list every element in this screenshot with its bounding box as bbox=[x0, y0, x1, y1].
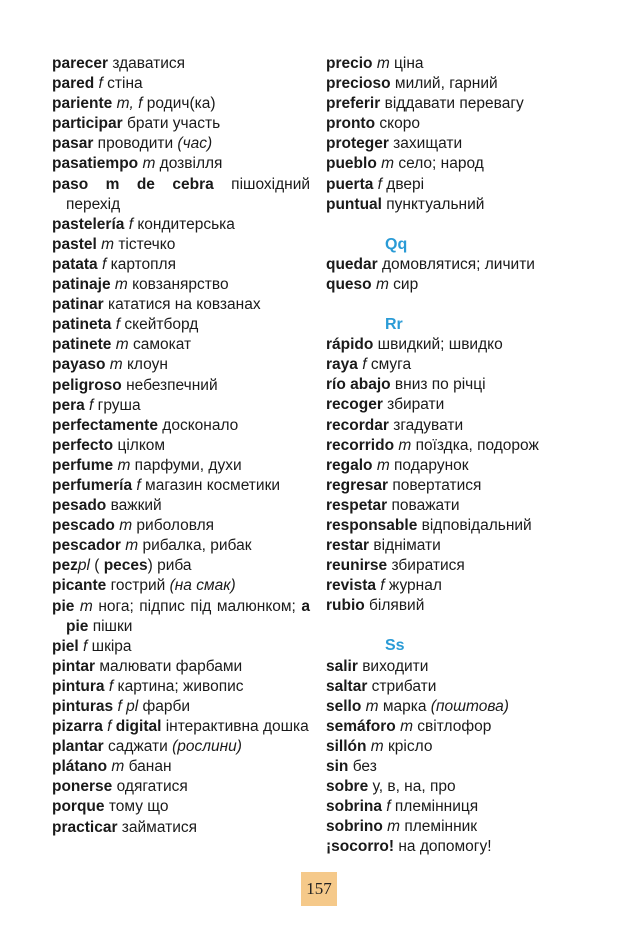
entry-headword: perfumería bbox=[52, 476, 133, 494]
entry-note: (на смак) bbox=[165, 577, 236, 595]
dictionary-entry bbox=[52, 54, 310, 74]
entry-translation: кататися на ковзанах bbox=[103, 296, 261, 314]
dictionary-entry bbox=[326, 837, 588, 857]
dictionary-entry bbox=[326, 335, 588, 355]
entry-headword: peces bbox=[99, 557, 148, 575]
entry-headword: a pie bbox=[66, 597, 310, 635]
entry-note: (поштова) bbox=[426, 697, 509, 715]
entry-translation: милий, гарний bbox=[390, 75, 498, 93]
entry-headword: pastel bbox=[52, 235, 97, 253]
entry-headword: sin bbox=[326, 758, 349, 775]
entry-translation: вниз по річці bbox=[390, 376, 486, 394]
dictionary-entry bbox=[326, 516, 588, 536]
entry-grammar: f bbox=[104, 677, 114, 695]
dictionary-entry bbox=[52, 657, 310, 677]
entry-translation: інтерактивна дошка bbox=[161, 718, 309, 736]
entry-grammar: f bbox=[78, 637, 88, 655]
dictionary-entry bbox=[52, 697, 310, 717]
entry-translation: груша bbox=[93, 396, 141, 414]
entry-translation: білявий bbox=[364, 597, 425, 615]
entry-headword: pie bbox=[52, 597, 75, 615]
dictionary-entry bbox=[326, 596, 588, 616]
dictionary-entry bbox=[52, 436, 310, 456]
entry-translation: ковзанярство bbox=[127, 276, 229, 294]
entry-translation: нога; підпис під малюнком; bbox=[92, 597, 296, 615]
entry-translation: тому що bbox=[104, 798, 169, 816]
entry-translation: важкий bbox=[106, 497, 162, 515]
entry-translation: ) риба bbox=[147, 557, 192, 575]
entry-grammar: m bbox=[382, 818, 401, 836]
entry-headword: patinaje bbox=[52, 276, 111, 294]
dictionary-entry bbox=[52, 456, 310, 476]
entry-translation: брати участь bbox=[122, 115, 221, 133]
dictionary-entry bbox=[52, 295, 310, 315]
entry-translation: племінниця bbox=[390, 798, 479, 816]
entry-headword: patinar bbox=[52, 296, 104, 314]
entry-headword: sillón bbox=[326, 737, 367, 755]
dictionary-entry bbox=[326, 757, 588, 777]
dictionary-entry bbox=[52, 114, 310, 134]
entry-translation: смуга bbox=[366, 356, 412, 374]
entry-translation: згадувати bbox=[388, 416, 464, 434]
entry-translation: родич(ка) bbox=[142, 95, 216, 113]
entry-headword: revista bbox=[326, 577, 376, 595]
dictionary-entry bbox=[52, 74, 310, 94]
entry-grammar: f bbox=[111, 316, 121, 334]
entry-grammar: f pl bbox=[113, 698, 139, 715]
entry-headword: precioso bbox=[326, 75, 391, 93]
dictionary-entry bbox=[326, 777, 588, 797]
entry-headword: raya bbox=[326, 356, 358, 374]
dictionary-entry bbox=[326, 175, 588, 195]
entry-translation: шкіра bbox=[87, 637, 132, 655]
dictionary-entry bbox=[326, 717, 588, 737]
entry-translation: збиратися bbox=[387, 557, 465, 575]
entry-translation: поважати bbox=[387, 496, 460, 514]
dictionary-entry bbox=[326, 496, 588, 516]
entry-headword: patinete bbox=[52, 336, 112, 354]
entry-grammar: f bbox=[132, 476, 141, 494]
dictionary-entry bbox=[52, 275, 310, 295]
dictionary-entry bbox=[326, 395, 588, 415]
entries-q bbox=[326, 255, 588, 295]
dictionary-entry bbox=[52, 797, 310, 817]
entry-grammar: pl bbox=[77, 557, 90, 575]
entry-headword: pizarra bbox=[52, 718, 103, 736]
dictionary-entry bbox=[326, 817, 588, 837]
entry-grammar: m bbox=[114, 517, 133, 535]
entry-translation: ( bbox=[89, 557, 100, 575]
dictionary-entry bbox=[52, 556, 310, 576]
entry-headword: pared bbox=[52, 75, 95, 93]
entry-translation: картопля bbox=[106, 255, 176, 273]
entry-grammar: f bbox=[381, 798, 391, 816]
entry-translation: стіна bbox=[102, 75, 143, 93]
entry-grammar: m bbox=[74, 597, 93, 615]
entry-headword: pescador bbox=[52, 537, 121, 555]
dictionary-entry bbox=[326, 275, 588, 295]
page-number: 157 bbox=[301, 872, 337, 906]
dictionary-entry bbox=[52, 496, 310, 516]
entry-translation: захищати bbox=[388, 135, 463, 153]
entry-translation: гострий bbox=[106, 577, 166, 595]
dictionary-entry bbox=[52, 416, 310, 436]
entry-headword: pesado bbox=[52, 497, 107, 515]
dictionary-entry bbox=[52, 737, 310, 757]
entry-translation: без bbox=[348, 758, 377, 775]
entry-translation: кондитерська bbox=[133, 215, 235, 233]
entry-headword: picante bbox=[52, 577, 107, 595]
dictionary-entry bbox=[326, 195, 588, 215]
entry-headword: parecer bbox=[52, 55, 109, 72]
entry-translation: дозвілля bbox=[155, 155, 223, 173]
entry-headword: perfectamente bbox=[52, 416, 158, 434]
entry-translation: село; народ bbox=[394, 155, 484, 173]
entry-translation: подарунок bbox=[389, 456, 469, 474]
entry-translation: малювати фарбами bbox=[95, 657, 243, 675]
dictionary-entry bbox=[52, 255, 310, 275]
letter-heading-q: Qq bbox=[385, 235, 408, 253]
entry-grammar: m bbox=[120, 537, 139, 555]
dictionary-entry bbox=[326, 255, 588, 275]
dictionary-entry bbox=[52, 516, 310, 536]
entry-translation: банан bbox=[124, 758, 172, 776]
entry-grammar: m bbox=[111, 336, 129, 354]
dictionary-entry bbox=[326, 54, 588, 74]
entry-headword: pinturas bbox=[52, 698, 114, 715]
dictionary-entry bbox=[326, 114, 588, 134]
entry-grammar: f bbox=[124, 215, 134, 233]
dictionary-entry bbox=[52, 597, 310, 637]
entry-headword: ¡socorro! bbox=[326, 838, 395, 856]
entry-translation: парфуми, духи bbox=[130, 456, 242, 474]
entry-translation: віддавати перевагу bbox=[380, 95, 524, 113]
entry-headword: payaso bbox=[52, 356, 106, 374]
entry-translation: саджати bbox=[103, 738, 168, 756]
entry-headword: pescado bbox=[52, 517, 115, 535]
entry-grammar: f bbox=[84, 396, 94, 414]
entry-grammar: m, f bbox=[112, 95, 143, 113]
entry-headword: sobrino bbox=[326, 818, 383, 836]
entry-translation: віднімати bbox=[369, 537, 441, 555]
dictionary-entry bbox=[326, 657, 588, 677]
entry-translation: збирати bbox=[382, 396, 445, 414]
entry-headword: recoger bbox=[326, 396, 383, 414]
entry-translation: ціна bbox=[389, 55, 424, 72]
entry-headword: perfecto bbox=[52, 436, 114, 454]
entry-headword: rápido bbox=[326, 336, 374, 354]
entry-headword: puerta bbox=[326, 175, 374, 193]
dictionary-entry bbox=[52, 355, 310, 375]
entry-headword: respetar bbox=[326, 496, 388, 514]
dictionary-entry bbox=[52, 677, 310, 697]
entry-translation: марка bbox=[378, 697, 427, 715]
entry-headword: digital bbox=[111, 718, 162, 736]
entry-headword: río abajo bbox=[326, 376, 391, 394]
dictionary-entry bbox=[326, 476, 588, 496]
dictionary-entry bbox=[326, 375, 588, 395]
entry-headword: reunirse bbox=[326, 557, 388, 575]
entry-headword: sello bbox=[326, 697, 362, 715]
dictionary-entry bbox=[326, 355, 588, 375]
entry-translation: двері bbox=[382, 175, 425, 193]
dictionary-entry bbox=[52, 536, 310, 556]
letter-heading-r: Rr bbox=[385, 316, 403, 334]
dictionary-entry bbox=[52, 315, 310, 335]
dictionary-entry bbox=[52, 94, 310, 114]
entry-headword: pez bbox=[52, 557, 78, 575]
left-column bbox=[52, 54, 310, 838]
entry-headword: ponerse bbox=[52, 778, 113, 796]
entry-grammar: f bbox=[375, 577, 385, 595]
entry-translation: у, в, на, про bbox=[368, 778, 456, 796]
dictionary-entry bbox=[52, 335, 310, 355]
entry-headword: recorrido bbox=[326, 436, 395, 454]
dictionary-entry bbox=[52, 215, 310, 235]
entry-headword: plantar bbox=[52, 738, 104, 756]
entry-headword: pera bbox=[52, 396, 85, 414]
entry-headword: rubio bbox=[326, 597, 365, 615]
entry-headword: sobre bbox=[326, 778, 369, 796]
entry-translation: стрибати bbox=[367, 677, 437, 695]
entry-headword: porque bbox=[52, 798, 105, 816]
dictionary-entry bbox=[326, 74, 588, 94]
entry-headword: regalo bbox=[326, 456, 373, 474]
entry-translation: проводити bbox=[93, 135, 174, 153]
entry-grammar: m bbox=[394, 436, 412, 454]
entry-translation: журнал bbox=[384, 577, 442, 595]
entry-translation: пішки bbox=[88, 617, 133, 635]
entry-translation: поїздка, подорож bbox=[411, 436, 539, 454]
entry-grammar: m bbox=[372, 55, 390, 72]
entry-grammar: m bbox=[395, 717, 413, 735]
entry-headword: sobrina bbox=[326, 798, 382, 816]
dictionary-entry bbox=[326, 436, 588, 456]
entry-headword: peligroso bbox=[52, 376, 122, 394]
entry-translation: крісло bbox=[383, 737, 433, 755]
entry-translation: швидкий; швидко bbox=[373, 336, 503, 354]
entry-translation: одягатися bbox=[112, 778, 188, 796]
entry-translation: фарби bbox=[138, 698, 190, 715]
entry-grammar: m bbox=[105, 356, 123, 374]
entry-translation: рибалка, рибак bbox=[138, 537, 252, 555]
dictionary-entry bbox=[52, 757, 310, 777]
entry-grammar: f bbox=[94, 75, 103, 93]
entry-headword: recordar bbox=[326, 416, 389, 434]
entries-s bbox=[326, 657, 588, 858]
dictionary-entry bbox=[52, 637, 310, 657]
entry-translation: скейтборд bbox=[120, 316, 199, 334]
dictionary-entry bbox=[326, 556, 588, 576]
entry-headword: pintar bbox=[52, 657, 96, 675]
dictionary-entry bbox=[52, 777, 310, 797]
entry-headword: pasatiempo bbox=[52, 155, 139, 173]
entry-headword: restar bbox=[326, 537, 370, 555]
entry-headword: semáforo bbox=[326, 717, 396, 735]
dictionary-entry bbox=[326, 416, 588, 436]
entry-headword: queso bbox=[326, 275, 372, 293]
entry-headword: puntual bbox=[326, 195, 382, 213]
entry-translation: повертатися bbox=[388, 476, 482, 494]
entry-grammar: m bbox=[372, 456, 390, 474]
entry-headword: regresar bbox=[326, 476, 389, 494]
entry-grammar: m bbox=[107, 758, 125, 776]
entry-grammar: m bbox=[361, 697, 379, 715]
entry-translation: пунктуальний bbox=[381, 195, 485, 213]
dictionary-entry bbox=[52, 396, 310, 416]
dictionary-entry bbox=[52, 376, 310, 396]
right-column bbox=[326, 54, 588, 857]
entry-headword: quedar bbox=[326, 255, 378, 273]
dictionary-entry bbox=[326, 134, 588, 154]
entry-translation: виходити bbox=[357, 657, 429, 675]
entry-translation: магазин косметики bbox=[140, 476, 281, 494]
entry-headword: pintura bbox=[52, 677, 105, 695]
dictionary-entry bbox=[326, 536, 588, 556]
dictionary-entry bbox=[326, 797, 588, 817]
entry-headword: pronto bbox=[326, 115, 376, 133]
entry-translation: відповідальний bbox=[417, 516, 532, 534]
entry-headword: saltar bbox=[326, 677, 368, 695]
dictionary-entry bbox=[52, 818, 310, 838]
entry-translation: досконало bbox=[157, 416, 239, 434]
entry-grammar: m bbox=[371, 275, 389, 293]
entry-translation: клоун bbox=[122, 356, 168, 374]
entry-translation: світлофор bbox=[413, 717, 492, 735]
entry-headword: patata bbox=[52, 255, 98, 273]
entry-grammar: m bbox=[138, 155, 156, 173]
entry-translation: займатися bbox=[117, 818, 198, 836]
dictionary-entry bbox=[326, 154, 588, 174]
dictionary-entry bbox=[326, 576, 588, 596]
entry-translation: самокат bbox=[128, 336, 192, 354]
entry-translation: картина; живопис bbox=[113, 677, 244, 695]
entry-grammar: m bbox=[366, 737, 384, 755]
entry-headword: precio bbox=[326, 55, 373, 72]
dictionary-entry bbox=[52, 576, 310, 596]
entry-headword: practicar bbox=[52, 818, 118, 836]
entry-grammar: f bbox=[97, 255, 107, 273]
dictionary-entry bbox=[52, 175, 310, 215]
entry-translation: на допомогу! bbox=[394, 838, 492, 856]
entry-grammar: m bbox=[376, 155, 395, 173]
entries-r bbox=[326, 335, 588, 616]
entry-grammar: m bbox=[110, 276, 128, 294]
entry-grammar: f bbox=[373, 175, 382, 193]
entry-headword: participar bbox=[52, 115, 123, 133]
dictionary-entry bbox=[52, 134, 310, 154]
dictionary-entry bbox=[326, 677, 588, 697]
entry-headword: proteger bbox=[326, 135, 389, 153]
entry-note: (рослини) bbox=[167, 738, 242, 756]
entries-p bbox=[326, 54, 588, 215]
entry-translation: цілком bbox=[113, 436, 166, 454]
entry-headword: plátano bbox=[52, 758, 108, 776]
entry-translation: сир bbox=[388, 275, 419, 293]
entry-headword: paso m de cebra bbox=[52, 175, 214, 193]
entry-headword: pariente bbox=[52, 95, 113, 113]
entry-translation: здаватися bbox=[108, 55, 185, 72]
entry-headword: preferir bbox=[326, 95, 381, 113]
dictionary-entry bbox=[52, 476, 310, 496]
entry-headword: pastelería bbox=[52, 215, 125, 233]
entry-headword: pueblo bbox=[326, 155, 377, 173]
entry-headword: pasar bbox=[52, 135, 94, 153]
entry-grammar: f bbox=[102, 718, 112, 736]
letter-heading-s: Ss bbox=[385, 637, 405, 655]
dictionary-entry bbox=[326, 737, 588, 757]
entry-translation: пішохідний перехід bbox=[66, 175, 311, 213]
entry-headword: perfume bbox=[52, 456, 114, 474]
entry-grammar: f bbox=[357, 356, 367, 374]
entry-headword: piel bbox=[52, 637, 79, 655]
entry-translation: племінник bbox=[400, 818, 478, 836]
dictionary-entry bbox=[52, 154, 310, 174]
entry-translation: скоро bbox=[375, 115, 420, 133]
entry-translation: домовлятися; личити bbox=[377, 255, 535, 273]
dictionary-entry bbox=[52, 717, 310, 737]
dictionary-entry bbox=[326, 456, 588, 476]
dictionary-entry bbox=[326, 697, 588, 717]
entry-translation: риболовля bbox=[132, 517, 215, 535]
entry-grammar: m bbox=[113, 456, 131, 474]
entry-grammar: m bbox=[96, 235, 115, 253]
dictionary-entry bbox=[326, 94, 588, 114]
entry-note: (час) bbox=[173, 135, 213, 153]
entry-headword: salir bbox=[326, 657, 358, 675]
entry-headword: responsable bbox=[326, 516, 418, 534]
entry-headword: patineta bbox=[52, 316, 112, 334]
entry-translation: тістечко bbox=[114, 235, 176, 253]
entry-translation: небезпечний bbox=[121, 376, 218, 394]
dictionary-entry bbox=[52, 235, 310, 255]
